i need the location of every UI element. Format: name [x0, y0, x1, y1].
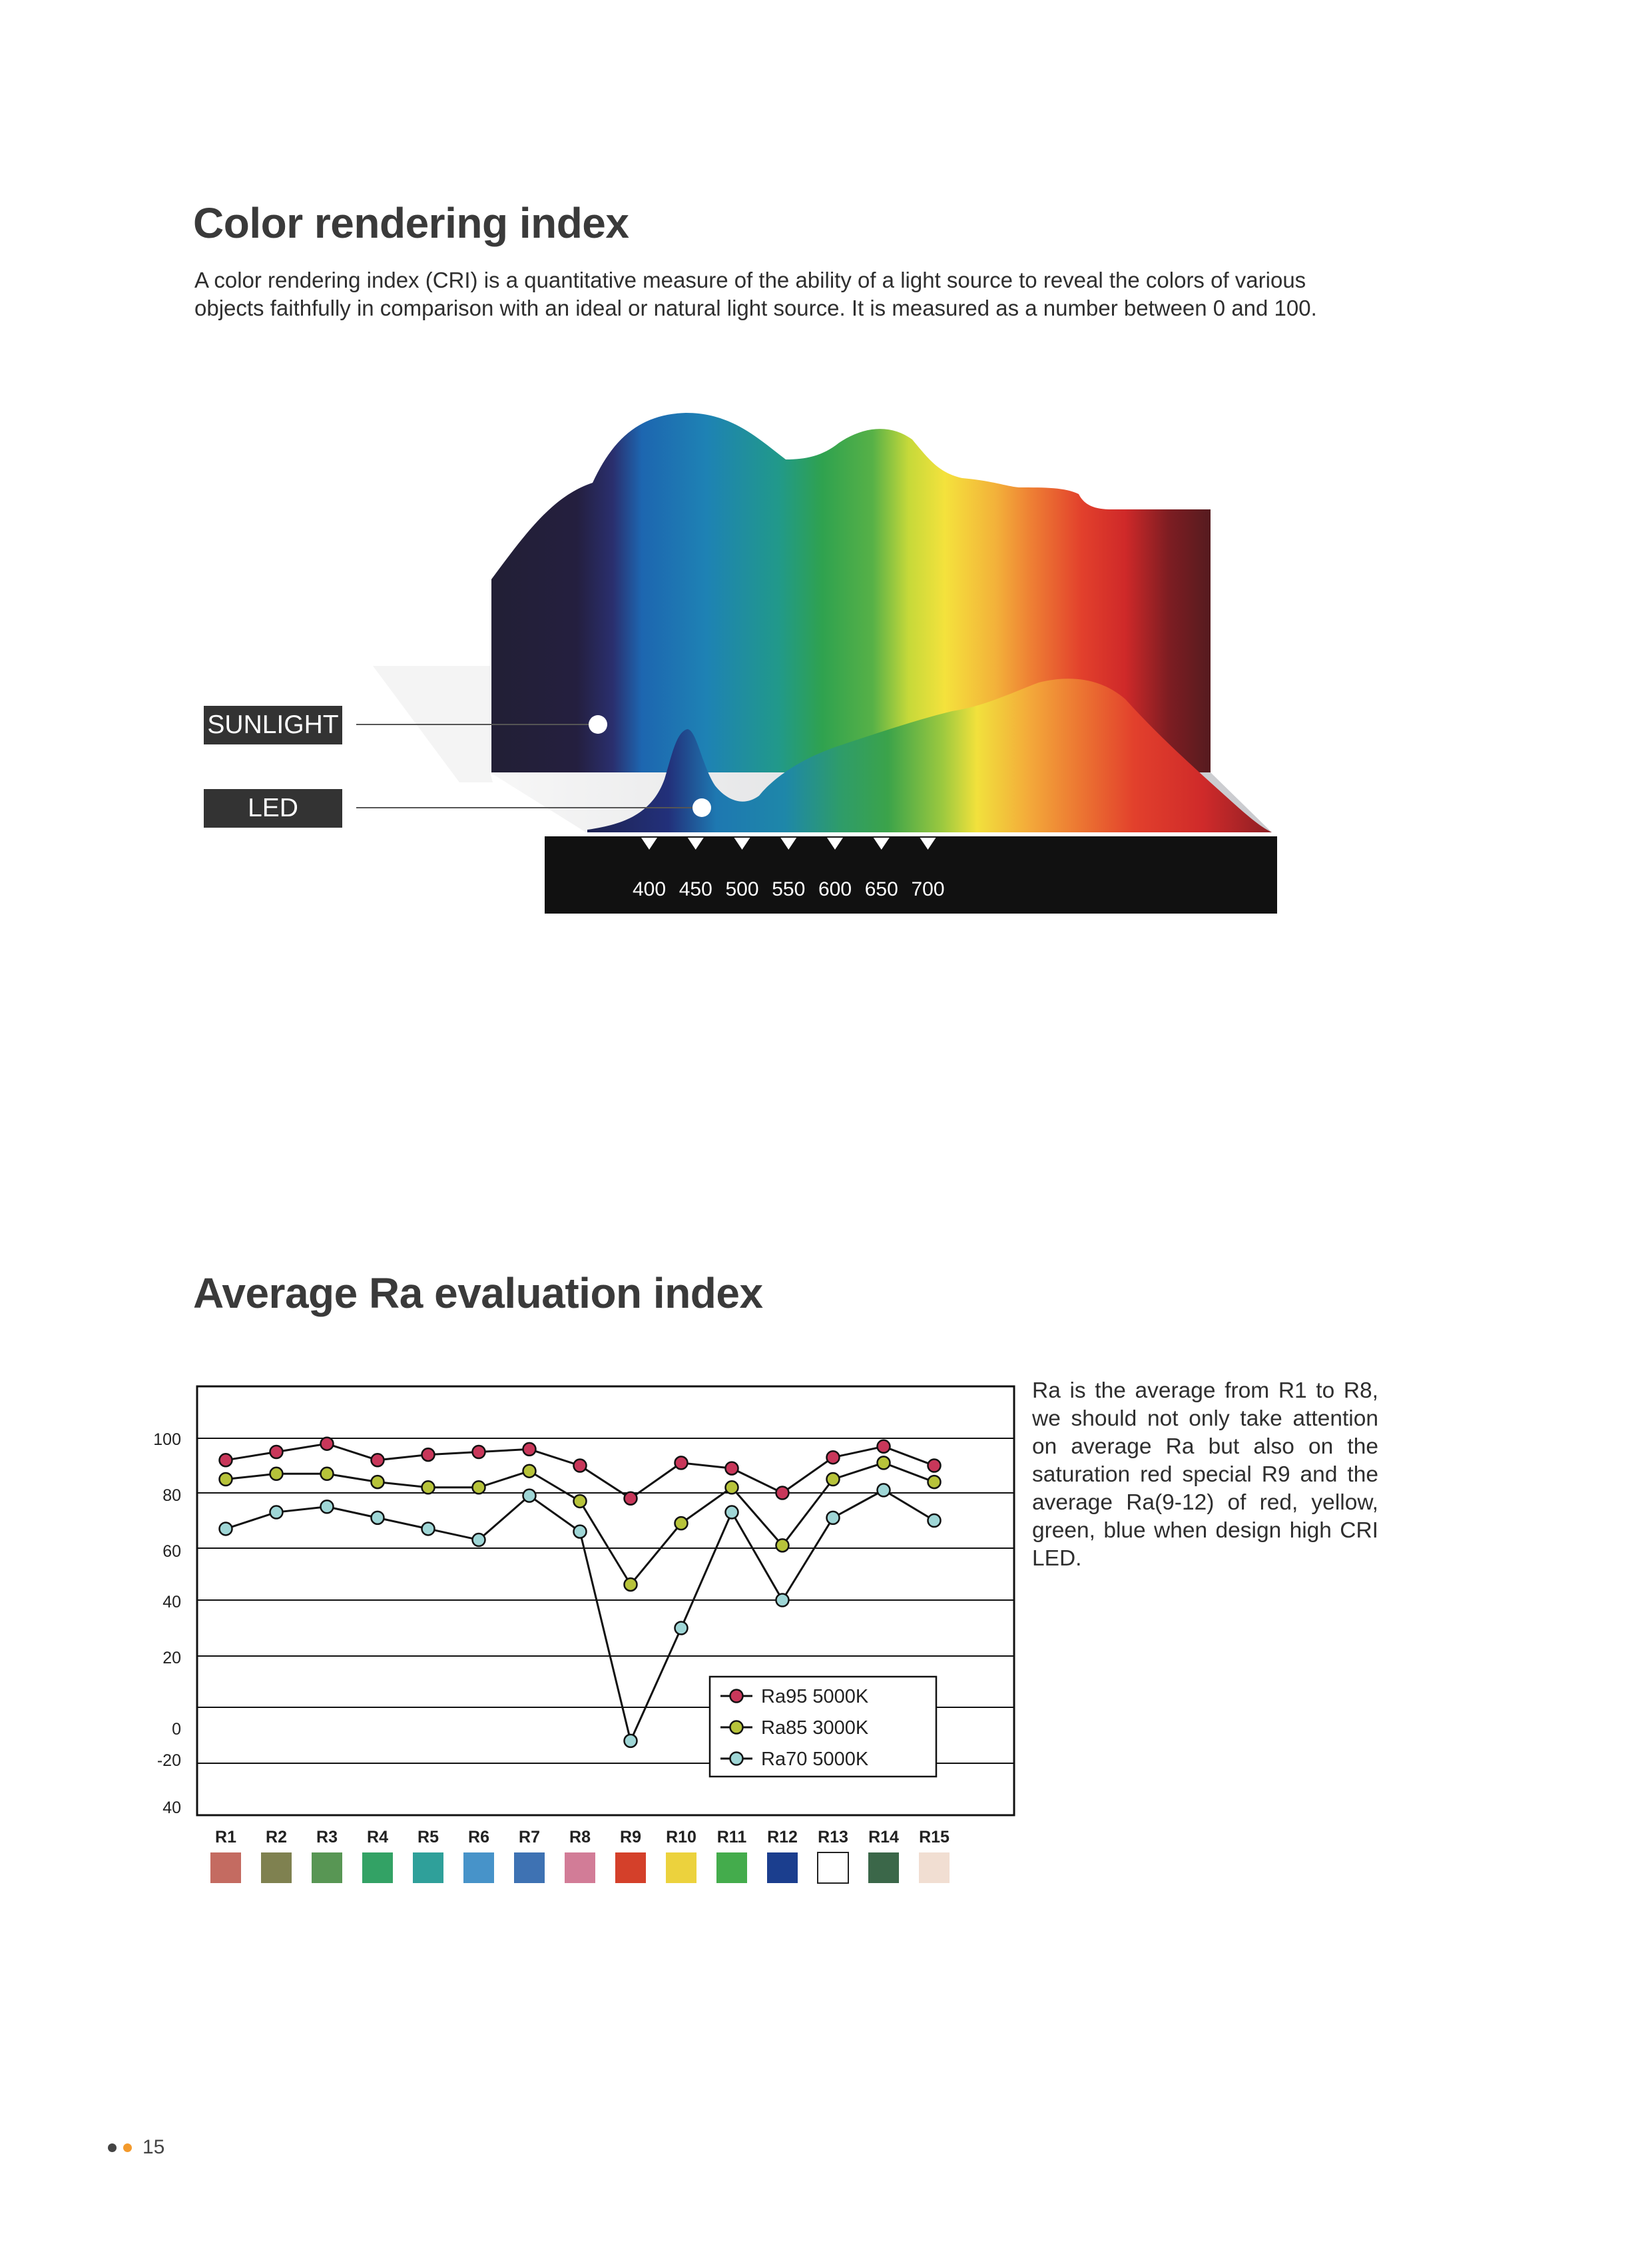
wavelength-label-550: 550	[772, 878, 806, 900]
color-swatch-R12	[767, 1852, 798, 1883]
legend-label-3: Ra70 5000K	[761, 1749, 869, 1770]
wavelength-label-600: 600	[818, 878, 852, 900]
x-tick-label-R4: R4	[367, 1828, 388, 1846]
color-swatch-R14	[868, 1852, 899, 1883]
x-tick-label-R15: R15	[919, 1828, 950, 1846]
series-1-point-R13	[827, 1451, 840, 1464]
series-1-point-R10	[675, 1456, 688, 1469]
series-2-point-R11	[726, 1481, 738, 1494]
series-1-point-R11	[726, 1462, 738, 1475]
series-1-point-R6	[473, 1446, 485, 1458]
color-swatch-R7	[514, 1852, 545, 1883]
color-swatch-R6	[463, 1852, 494, 1883]
series-2-point-R10	[675, 1517, 688, 1530]
series-2-point-R2	[270, 1468, 283, 1480]
series-2-point-R12	[776, 1539, 789, 1551]
footer-dot-dark	[108, 2143, 117, 2152]
series-2-point-R1	[220, 1473, 232, 1486]
series-2-point-R3	[321, 1468, 334, 1480]
series-2-point-R8	[574, 1495, 587, 1508]
series-3-point-R2	[270, 1506, 283, 1519]
cri-intro-text: A color rendering index (CRI) is a quantitative measure of the ability of a light source to reveal the colors of various objects faithfully in comparison with an ideal or natural light source. It is measured as a number between 0 and 100.	[194, 268, 1317, 320]
color-swatch-R13	[818, 1852, 848, 1883]
series-2-point-R13	[827, 1473, 840, 1486]
x-tick-label-R10: R10	[666, 1828, 696, 1846]
x-tick-label-R11: R11	[716, 1828, 747, 1846]
wavelength-label-700: 700	[911, 878, 945, 900]
color-swatch-R10	[666, 1852, 696, 1883]
color-swatch-R2	[261, 1852, 292, 1883]
series-2-point-R4	[372, 1476, 384, 1488]
page-footer	[108, 2134, 164, 2161]
x-tick-label-R5: R5	[417, 1828, 439, 1846]
section-title-cri: Color rendering index	[193, 199, 629, 247]
section-title-ra: Average Ra evaluation index	[193, 1269, 763, 1317]
series-3-point-R7	[523, 1490, 536, 1502]
x-tick-label-R7: R7	[519, 1828, 540, 1846]
x-tick-label-R12: R12	[767, 1828, 798, 1846]
series-3-point-R11	[726, 1506, 738, 1519]
x-tick-label-R1: R1	[215, 1828, 236, 1846]
wavelength-label-500: 500	[725, 878, 759, 900]
series-2-point-R6	[473, 1481, 485, 1494]
wavelength-axis-bar	[545, 836, 1277, 914]
color-swatch-R9	[615, 1852, 646, 1883]
x-tick-label-R3: R3	[316, 1828, 338, 1846]
x-tick-label-R2: R2	[266, 1828, 287, 1846]
y-tick-label: 0	[172, 1720, 181, 1739]
series-3-point-R3	[321, 1500, 334, 1513]
y-tick-label: 60	[162, 1542, 181, 1561]
color-swatch-R5	[413, 1852, 443, 1883]
x-tick-label-R6: R6	[468, 1828, 489, 1846]
color-swatch-R11	[716, 1852, 747, 1883]
series-3-point-R4	[372, 1512, 384, 1524]
wavelength-label-450: 450	[679, 878, 712, 900]
series-3-point-R15	[928, 1514, 941, 1527]
series-1-point-R1	[220, 1454, 232, 1466]
series-1-point-R15	[928, 1460, 941, 1472]
y-tick-label: 20	[162, 1649, 181, 1667]
legend-marker-2	[730, 1721, 743, 1734]
legend-label-1: Ra95 5000K	[761, 1686, 869, 1707]
y-tick-label: 80	[162, 1486, 181, 1505]
y-tick-label: -20	[156, 1751, 181, 1770]
legend-label-2: Ra85 3000K	[761, 1717, 869, 1739]
ra-line-chart	[0, 1352, 1039, 1898]
ra-note-text: Ra is the average from R1 to R8, we should not only take attention on average Ra but also on the saturation red special R9 and the average Ra(9-12) of red, yellow, green, blue when design high CRI LED.	[1032, 1378, 1378, 1571]
x-tick-label-R9: R9	[620, 1828, 641, 1846]
color-swatch-R15	[919, 1852, 950, 1883]
sunlight-marker	[589, 715, 607, 734]
series-3-point-R6	[473, 1534, 485, 1546]
series-3-point-R14	[878, 1484, 890, 1496]
led-marker	[692, 798, 711, 817]
series-2-point-R5	[422, 1481, 435, 1494]
series-2-point-R7	[523, 1465, 536, 1478]
x-tick-label-R8: R8	[569, 1828, 591, 1846]
series-1-point-R2	[270, 1446, 283, 1458]
footer-dot-orange	[123, 2143, 132, 2152]
series-3-point-R12	[776, 1594, 789, 1607]
series-2-point-R15	[928, 1476, 941, 1488]
legend-marker-1	[730, 1690, 743, 1703]
page-number: 15	[142, 2136, 165, 2158]
color-swatch-R4	[362, 1852, 393, 1883]
series-1-point-R9	[625, 1492, 637, 1505]
series-3-point-R5	[422, 1522, 435, 1535]
color-swatch-R8	[565, 1852, 595, 1883]
series-3-point-R9	[625, 1735, 637, 1747]
wavelength-label-400: 400	[632, 878, 667, 900]
series-1-point-R12	[776, 1487, 789, 1500]
series-1-point-R8	[574, 1460, 587, 1472]
series-1-point-R7	[523, 1443, 536, 1456]
wavelength-label-650: 650	[864, 878, 898, 900]
series-1-point-R5	[422, 1448, 435, 1461]
color-swatch-R3	[312, 1852, 342, 1883]
y-tick-label: 40	[162, 1593, 181, 1611]
y-tick-label: 100	[153, 1430, 181, 1449]
x-tick-label-R13: R13	[818, 1828, 848, 1846]
series-3-point-R1	[220, 1522, 232, 1535]
series-3-point-R8	[574, 1526, 587, 1538]
legend-marker-3	[730, 1753, 743, 1765]
series-3-point-R13	[827, 1512, 840, 1524]
series-1-point-R4	[372, 1454, 384, 1466]
sunlight-label: SUNLIGHT	[204, 706, 342, 744]
series-2-point-R9	[625, 1578, 637, 1591]
led-label: LED	[204, 789, 342, 828]
y-tick-label: 40	[162, 1799, 181, 1817]
series-2-point-R14	[878, 1456, 890, 1469]
series-3-point-R10	[675, 1622, 688, 1635]
color-swatch-R1	[210, 1852, 241, 1883]
x-tick-label-R14: R14	[868, 1828, 899, 1846]
series-1-point-R14	[878, 1440, 890, 1453]
series-1-point-R3	[321, 1438, 334, 1450]
